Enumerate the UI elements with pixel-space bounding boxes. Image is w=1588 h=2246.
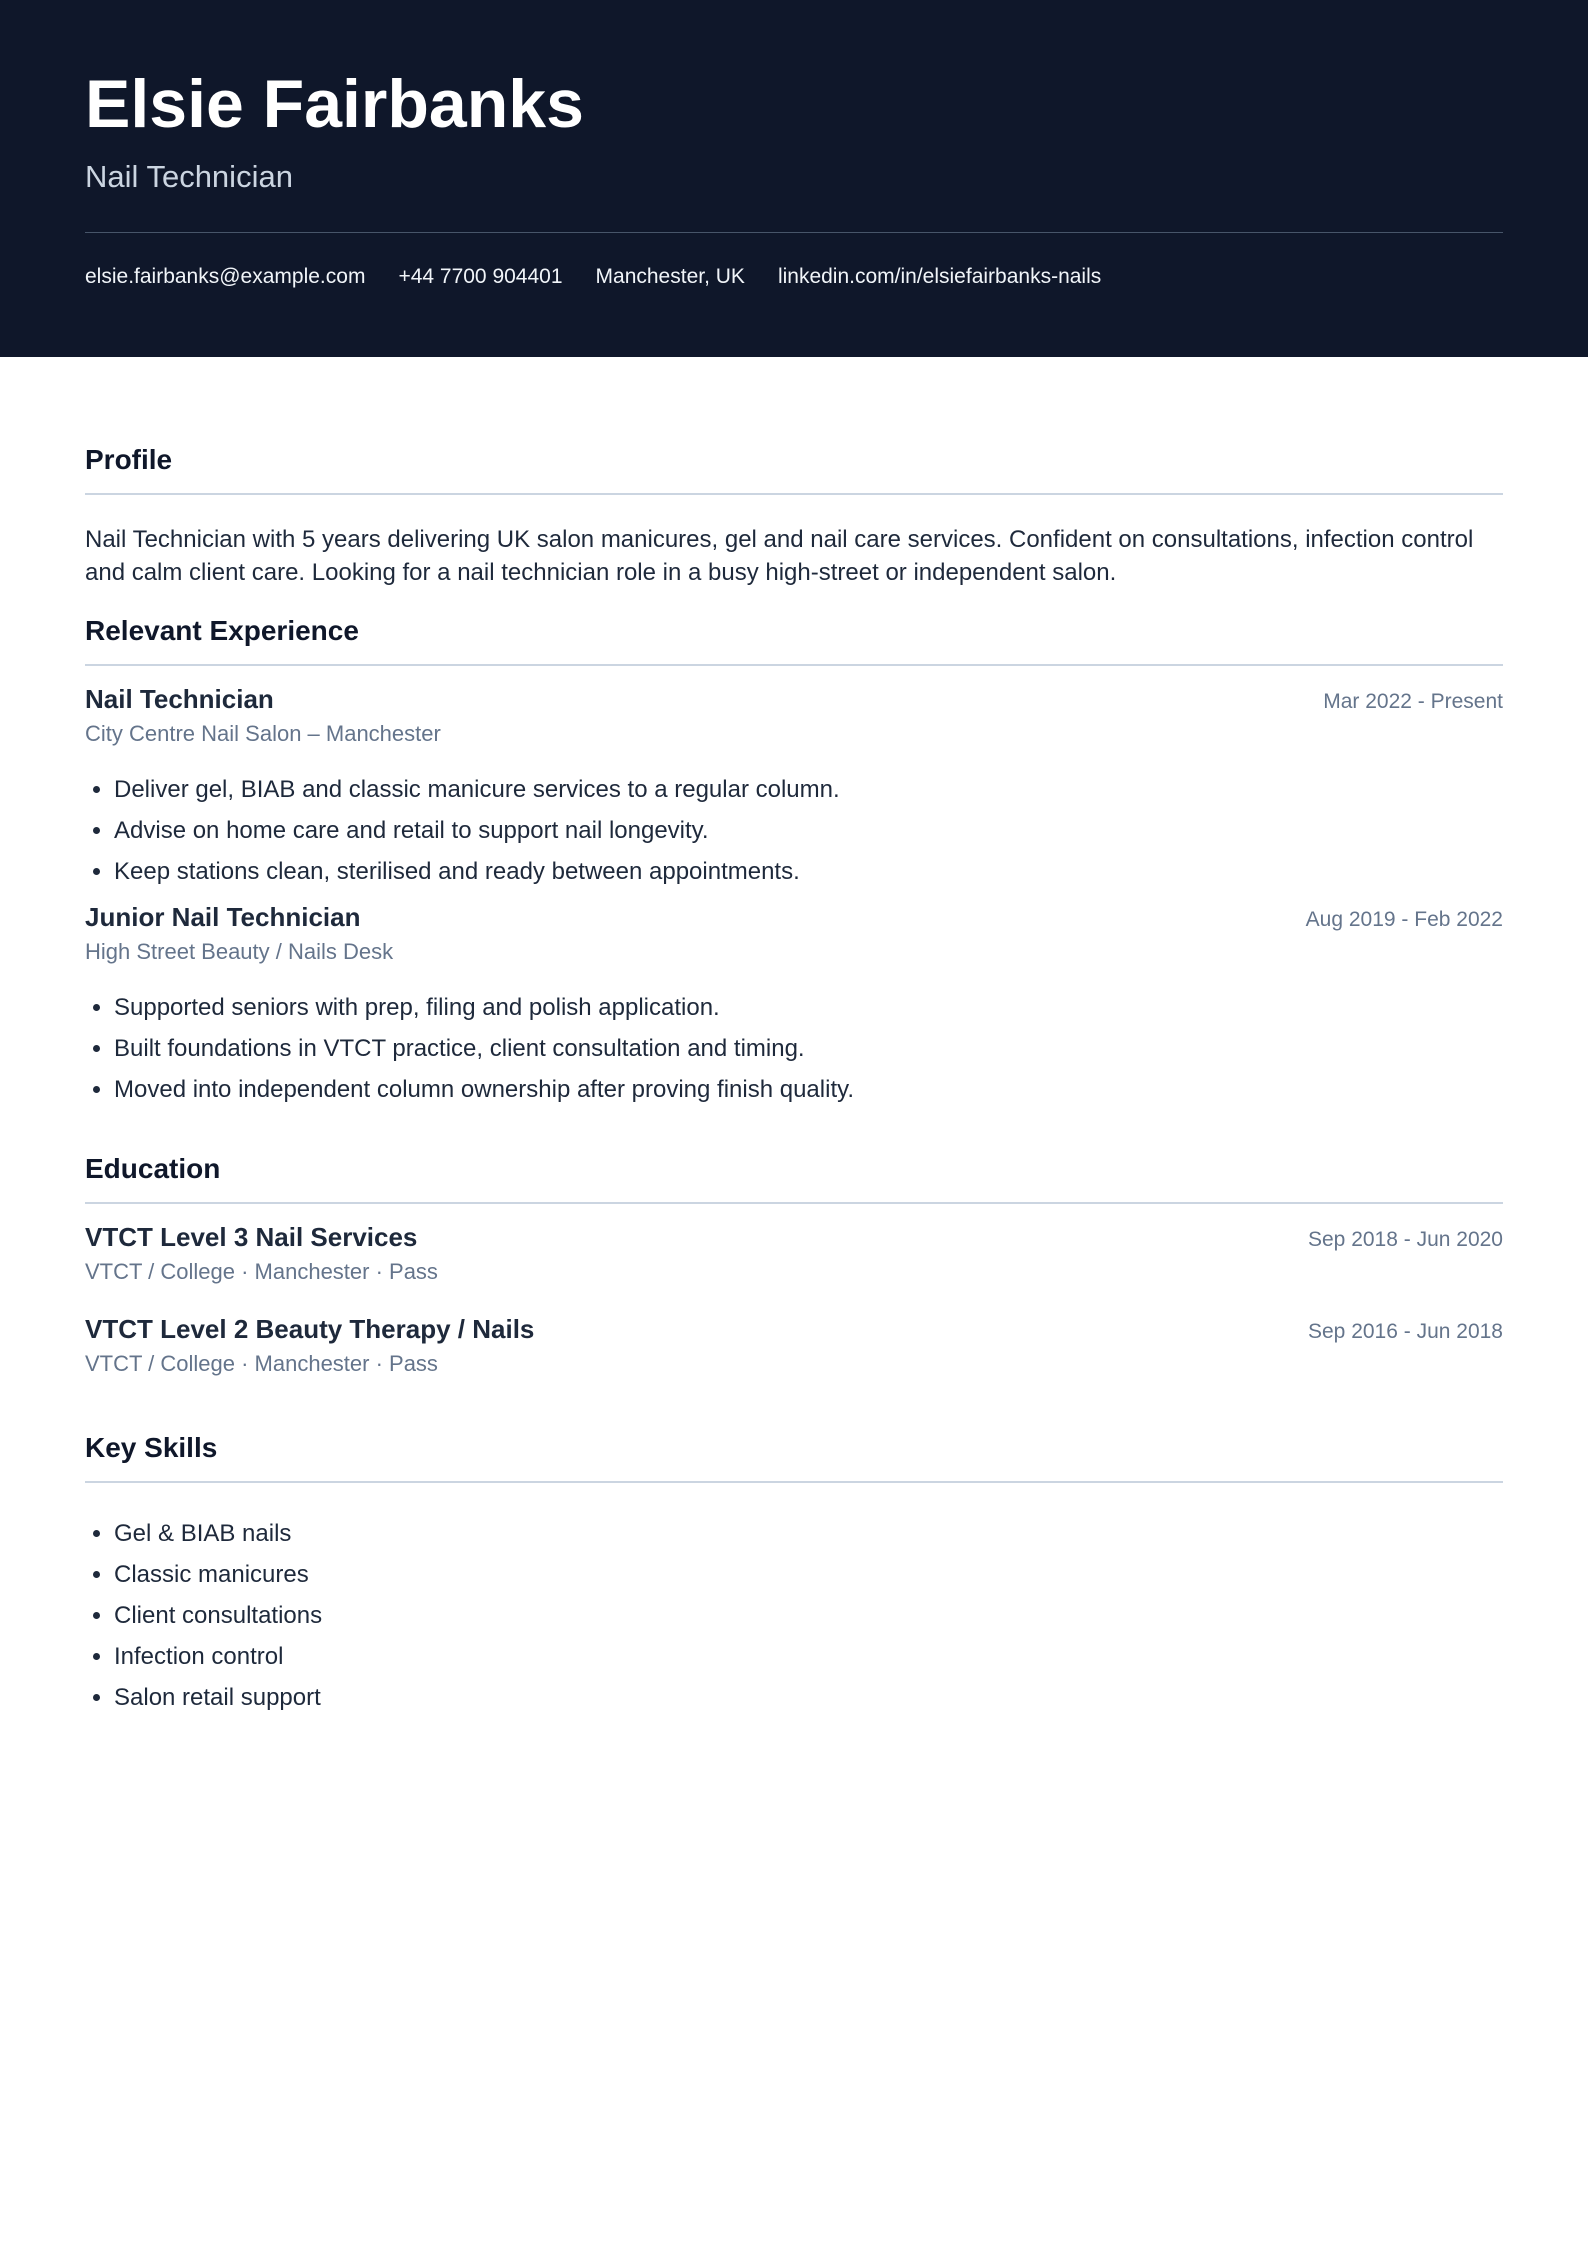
contact-linkedin[interactable]: linkedin.com/in/elsiefairbanks-nails [777,265,1102,288]
skills-list [85,1513,1503,1718]
qualification-dates: Sep 2018 - Jun 2020 [1308,1228,1503,1251]
experience-section [85,614,1503,1110]
contact-phone[interactable]: +44 7700 904401 [398,265,563,288]
list-item: • Keep stations clean, sterilised and ready between appointments. [114,851,1503,892]
list-item: • Classic manicures [114,1554,1503,1595]
job-employer: City Centre Nail Salon – Manchester [85,721,441,746]
job-bullets [85,769,1503,892]
list-item: • Built foundations in VTCT practice, client consultation and timing. [114,1028,1503,1069]
section-divider [85,1202,1503,1204]
resume-body [0,357,1588,1718]
contact-bar [85,265,1503,289]
profile-summary: Nail Technician with 5 years delivering UK salon manicures, gel and nail care services. Confident on consultations, infection control and calm client care. Looking for a nail technician role in a busy high-street or independent salon. [85,526,1474,586]
profile-heading: Profile [85,444,173,475]
list-item: • Advise on home care and retail to support nail longevity. [114,810,1503,851]
list-item: • Moved into independent column ownership after proving finish quality. [114,1069,1503,1110]
contact-location: Manchester, UK [595,265,745,288]
qualification-title: VTCT Level 2 Beauty Therapy / Nails [85,1314,535,1344]
job-bullets [85,987,1503,1110]
job-dates: Mar 2022 - Present [1323,690,1503,713]
contact-email[interactable]: elsie.fairbanks@example.com [85,265,366,288]
experience-heading: Relevant Experience [85,615,359,646]
job-title: Nail Technician [85,684,274,714]
education-section [85,1152,1503,1377]
skills-heading: Key Skills [85,1432,218,1463]
profile-section [85,357,1503,589]
job-employer: High Street Beauty / Nails Desk [85,939,394,964]
section-divider [85,1481,1503,1483]
education-entry [85,1222,1503,1285]
list-item: • Client consultations [114,1595,1503,1636]
skills-section [85,1431,1503,1718]
education-heading: Education [85,1153,221,1184]
section-divider [85,664,1503,666]
list-item: • Gel & BIAB nails [114,1513,1503,1554]
list-item: • Deliver gel, BIAB and classic manicure services to a regular column. [114,769,1503,810]
qualification-dates: Sep 2016 - Jun 2018 [1308,1320,1503,1343]
qualification-title: VTCT Level 3 Nail Services [85,1222,418,1252]
header-divider [85,232,1503,233]
list-item: • Infection control [114,1636,1503,1677]
job-entry [85,684,1503,892]
list-item: • Salon retail support [114,1677,1503,1718]
list-item: • Supported seniors with prep, filing and polish application. [114,987,1503,1028]
job-entry [85,902,1503,1110]
qualification-detail: VTCT / College · Manchester · Pass [85,1259,438,1284]
qualification-detail: VTCT / College · Manchester · Pass [85,1351,438,1376]
job-title-headline: Nail Technician [85,159,293,194]
job-dates: Aug 2019 - Feb 2022 [1305,908,1503,931]
candidate-name: Elsie Fairbanks [85,66,584,142]
job-title: Junior Nail Technician [85,902,361,932]
education-entry [85,1314,1503,1377]
resume-header [0,0,1588,357]
section-divider [85,493,1503,495]
